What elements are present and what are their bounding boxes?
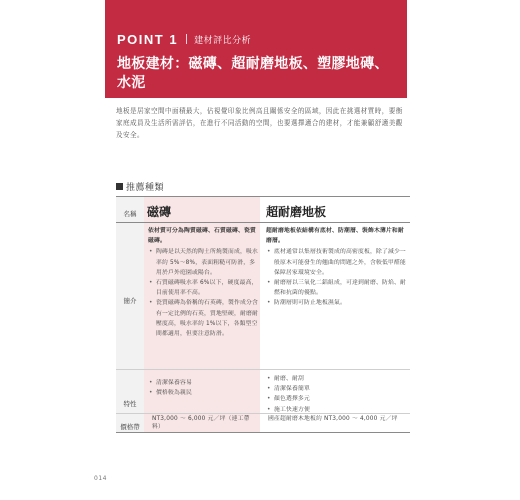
list-item: • 石質磁磚吸水率 6%以下，硬度最高，目前使用率不高。 (148, 278, 260, 298)
list-item: • 施工快速方便 (266, 405, 408, 415)
table-rule (116, 222, 410, 223)
point-title: POINT 1 (117, 31, 179, 47)
column-header-tile: 磁磚 (147, 205, 172, 219)
list-item: • 陶磚是以天然的陶土所燒製而成，吸水率約 5%～8%，表面粗糙可防滑，多用於戶外庭園或陽台。 (148, 247, 260, 278)
laminate-features-cell (266, 374, 408, 415)
header-banner (105, 0, 407, 98)
square-bullet-icon (116, 183, 123, 190)
tile-features-cell (148, 378, 260, 398)
page-number: 014 (94, 475, 107, 482)
row-label-intro: 簡介 (123, 297, 137, 305)
point-heading (117, 30, 251, 48)
laminate-price-cell: 國產超耐磨木地板約 NT3,000 ～ 4,000 元／坪 (268, 416, 398, 422)
label-column-bg (116, 196, 144, 433)
laminate-intro-lead: 超耐磨地板依結構有底材、防潮層、裝飾木薄片和耐磨層。 (266, 228, 404, 245)
point-subtitle: 建材評比分析 (194, 35, 252, 46)
divider (186, 34, 187, 44)
tile-intro-lead: 依材質可分為陶質磁磚、石質磁磚、瓷質磁磚。 (148, 228, 256, 245)
row-label-name: 名稱 (123, 210, 137, 218)
list-item: • 底材通常以集層技術製成的高密度板，除了減少一般原木可能發生的翹曲的問題之外，含較低甲醛能保障居家環境安全。 (266, 247, 408, 278)
table-rule (116, 432, 410, 433)
list-item: • 瓷質磁磚為俗稱的石英磚，製作成分含有一定比例的石英，質地堅硬，耐磨耐壓度高，吸水率約 1%以下，各類型空間都適用，但要注意防滑。 (148, 298, 260, 339)
list-item: • 清潔保養容易 (148, 378, 260, 388)
list-item: • 清潔保養簡單 (266, 384, 408, 394)
table-rule (116, 369, 410, 370)
comparison-table (116, 196, 410, 433)
list-item: • 價格較為親民 (148, 388, 260, 398)
tile-price-cell: NT3,000 ～ 6,000 元／坪（連工帶料） (152, 416, 250, 431)
table-rule (116, 196, 410, 197)
list-item: • 防潮層則可防止地板濕氣。 (266, 298, 408, 308)
row-label-features: 特性 (123, 400, 137, 408)
column-header-laminate: 超耐磨地板 (266, 205, 327, 219)
laminate-intro-cell (266, 226, 408, 309)
list-item: • 耐磨、耐刮 (266, 374, 408, 384)
intro-paragraph: 地板是居家空間中面積最大，佔視覺印象比例高且關係安全的區域，因此在挑選材質時，要衡家庭成員及生活所需評估，在進行不同活動的空間，也要選擇適合的建材，才能兼顧舒適美觀及安全。 (116, 107, 403, 139)
page-title: 地板建材：磁磚、超耐磨地板、塑膠地磚、水泥 (117, 56, 389, 91)
tile-intro-cell (148, 226, 260, 339)
list-item: • 顏色選擇多元 (266, 394, 408, 404)
section-label: 推薦種類 (126, 183, 165, 193)
row-label-price: 價格帶 (120, 423, 140, 431)
section-heading (116, 180, 164, 193)
list-item: • 耐磨層以三氧化二鋁組成，可達到耐磨、防焰、耐燃和抗菌的優點。 (266, 278, 408, 298)
